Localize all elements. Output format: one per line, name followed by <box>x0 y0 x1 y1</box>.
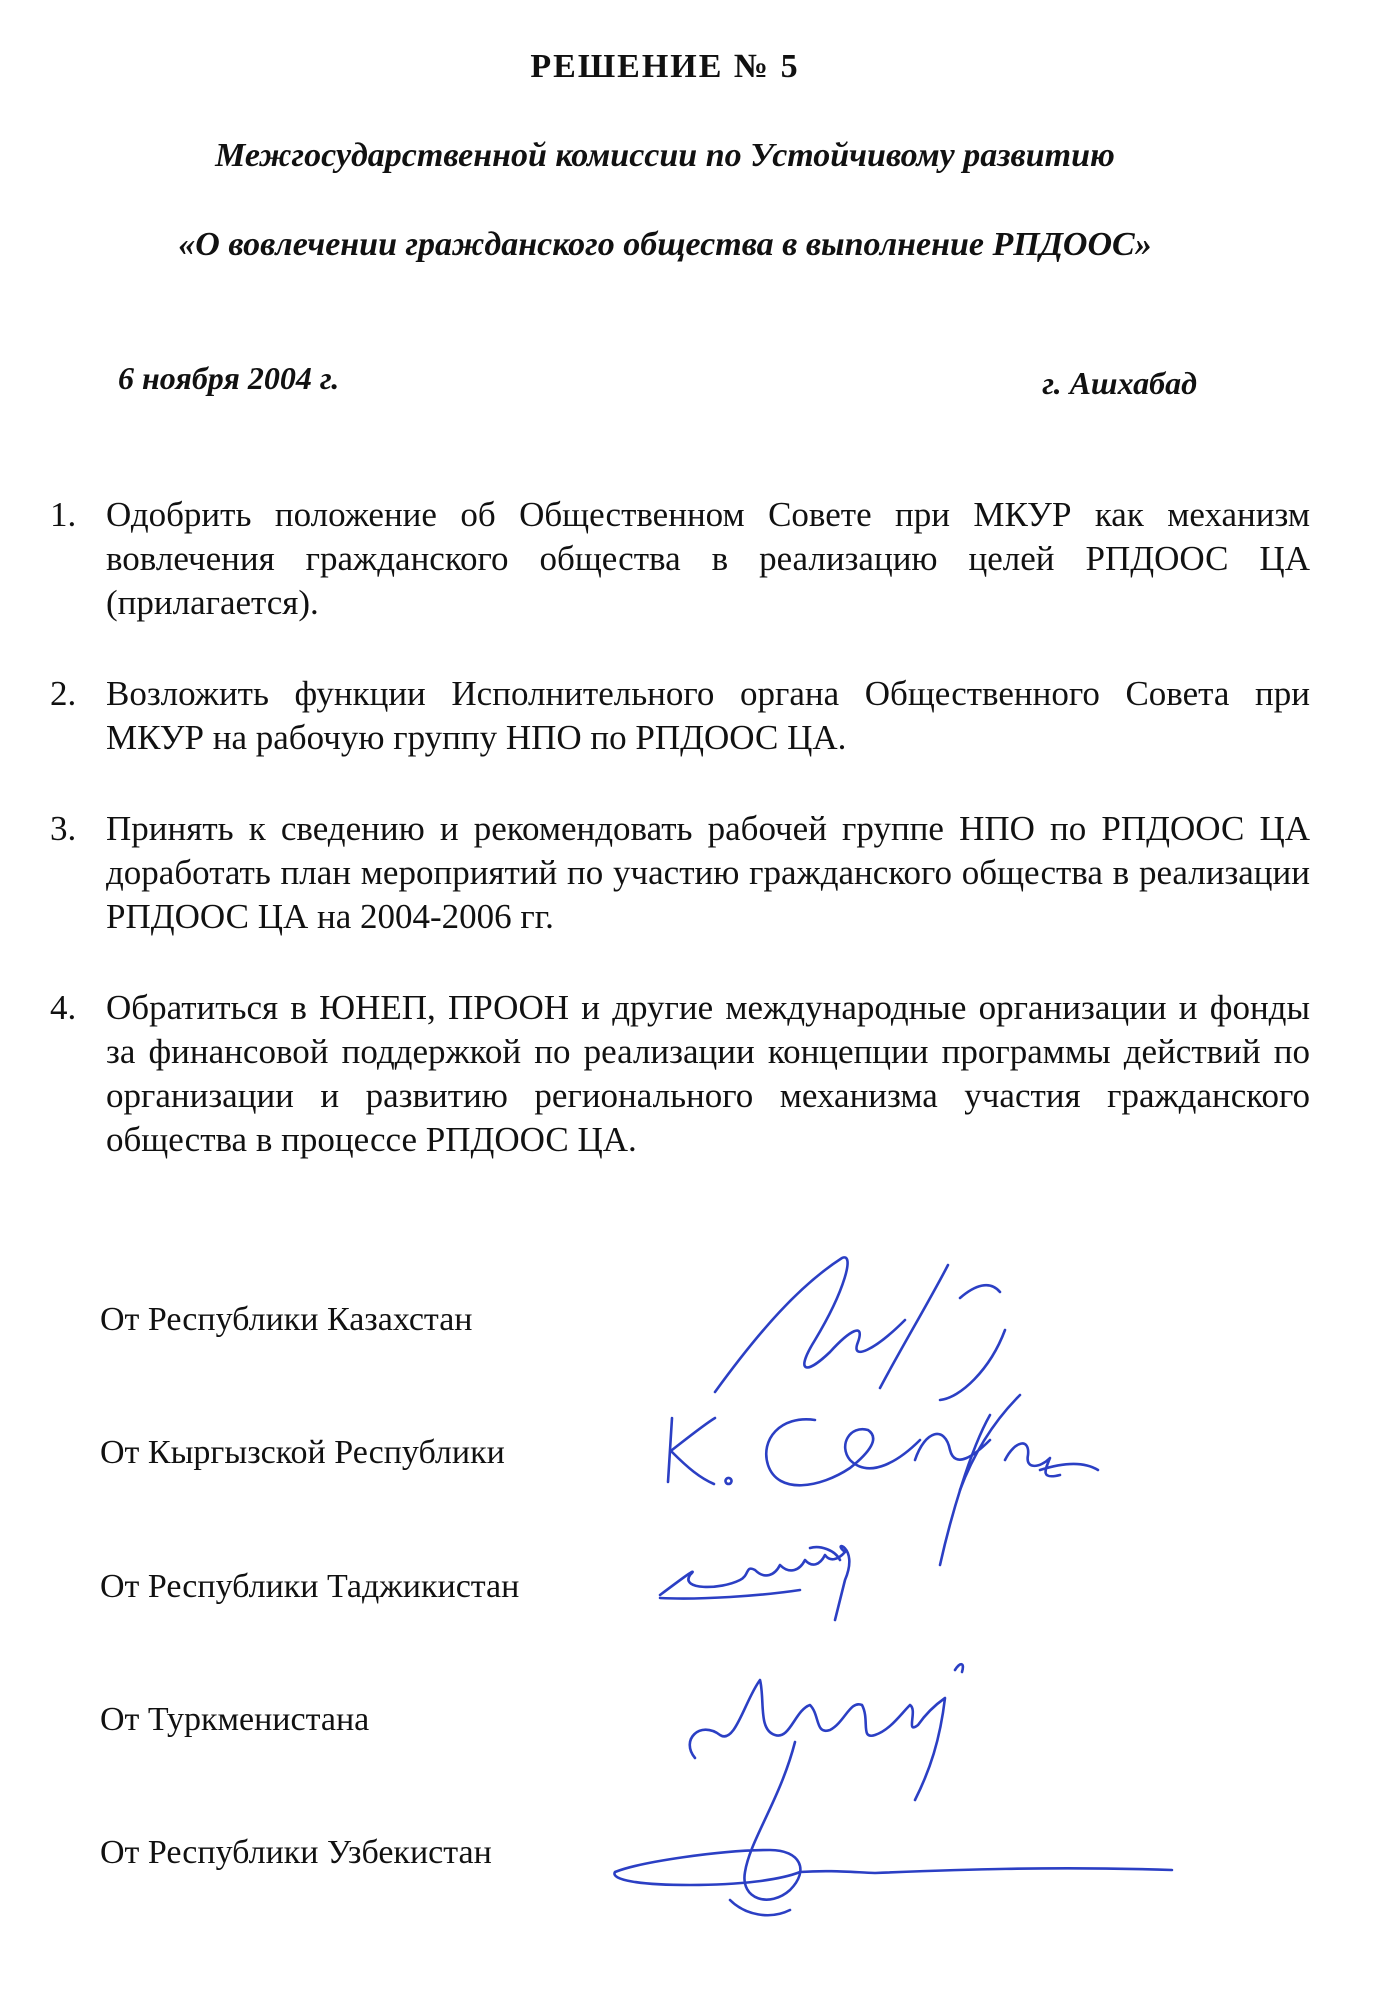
signature-kyrgyzstan <box>668 1395 1098 1490</box>
signature-tajikistan <box>660 1546 849 1620</box>
signature-uzbekistan <box>614 1742 1172 1900</box>
document-topic: «О вовлечении гражданского общества в выполнение РПДООС» <box>178 226 1152 263</box>
document-city: г. Ашхабад <box>1042 365 1197 401</box>
document-subtitle: Межгосударственной комиссии по Устойчивому развитию <box>215 137 1115 174</box>
document-title: РЕШЕНИЕ № 5 <box>530 48 800 85</box>
signatory-uzbekistan: От Республики Узбекистан <box>100 1834 492 1871</box>
item-number: 1. <box>50 495 77 534</box>
item-number: 3. <box>50 809 77 848</box>
item-number: 4. <box>50 988 77 1027</box>
signatory-kyrgyzstan: От Кыргызской Республики <box>100 1434 505 1471</box>
signature-kazakhstan <box>715 1257 1005 1400</box>
item-text: Обратиться в ЮНЕП, ПРООН и другие международные организации и фонды за финансовой поддержкой по реализации концепции программы действий по организации и развитию регионального механизма участия гражданского общества в процессе РПДООС ЦА. <box>106 988 1310 1159</box>
signature-turkmenistan <box>690 1664 963 1800</box>
item-text: Одобрить положение об Общественном Совете при МКУР как механизм вовлечения гражданского общества в реализацию целей РПДООС ЦА (прилагается). <box>106 495 1310 622</box>
item-number: 2. <box>50 674 77 713</box>
item-text: Возложить функции Исполнительного органа Общественного Совета при МКУР на рабочую группу НПО по РПДООС ЦА. <box>106 674 1310 757</box>
item-text: Принять к сведению и рекомендовать рабочей группе НПО по РПДООС ЦА доработать план мероприятий по участию гражданского общества в реализации РПДООС ЦА на 2004-2006 гг. <box>106 809 1310 936</box>
signatory-tajikistan: От Республики Таджикистан <box>100 1568 520 1605</box>
signatory-kazakhstan: От Республики Казахстан <box>100 1301 473 1338</box>
signatory-turkmenistan: От Туркменистана <box>100 1701 370 1738</box>
document-date: 6 ноября 2004 г. <box>118 360 340 396</box>
